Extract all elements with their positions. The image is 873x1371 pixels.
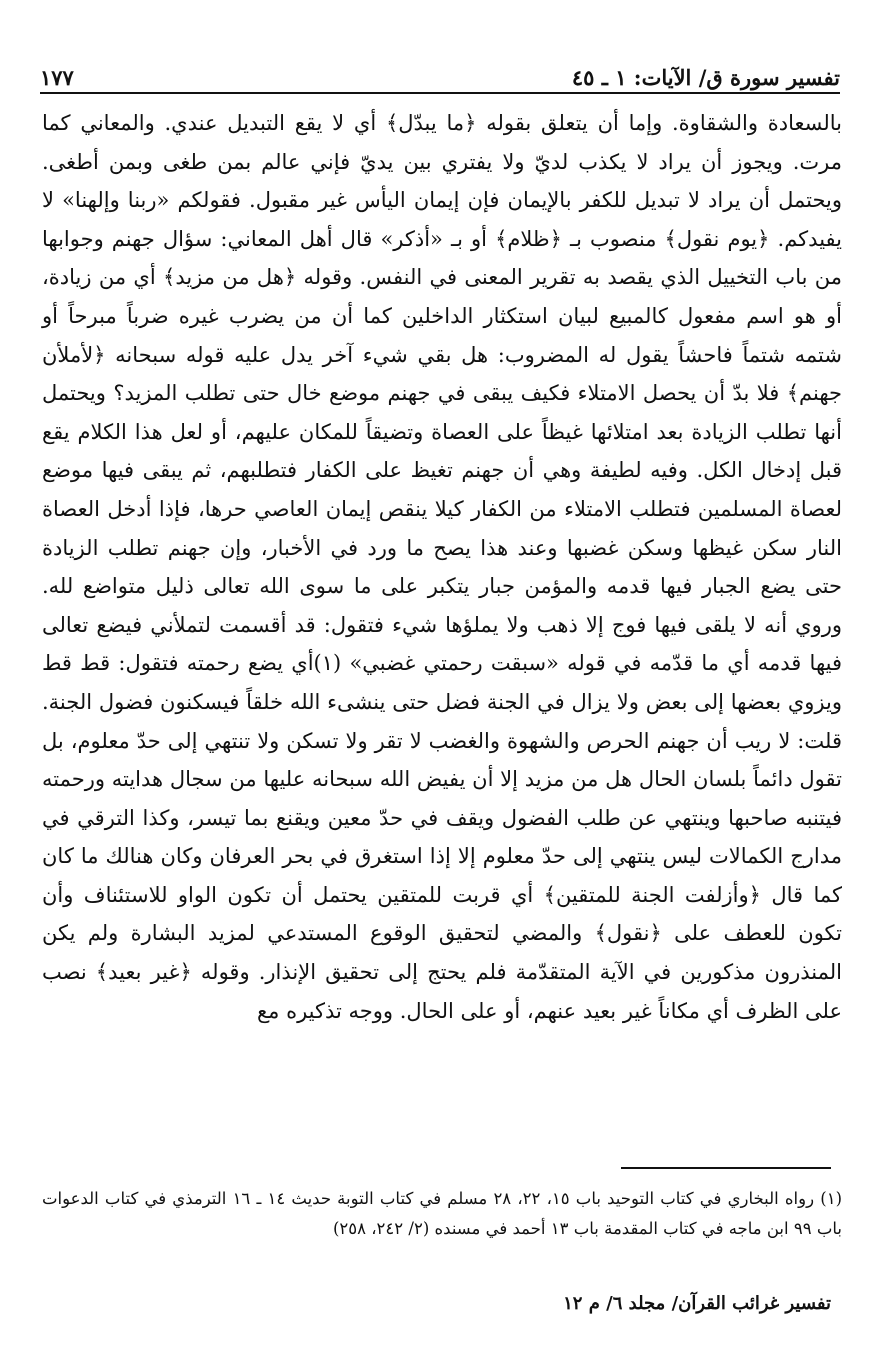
running-title: تفسير سورة ق/ الآيات: ١ ـ ٤٥ (571, 65, 840, 90)
printer-signature: تفسير غرائب القرآن/ مجلد ٦/ م ١٢ (563, 1293, 831, 1314)
page-header (40, 52, 840, 90)
page-number: ١٧٧ (40, 65, 74, 90)
footnote-1: (١) رواه البخاري في كتاب التوحيد باب ١٥، ٢٢، ٢٨ مسلم في كتاب التوبة حديث ١٤ ـ ١٦ الترمذي في كتاب الدعوات باب ٩٩ ابن ماجه في كتاب المقدمة باب ١٣ أحمد في مسنده (٢/ ٢٤٢، ٢٥٨) (42, 1189, 842, 1238)
footnotes (42, 1184, 842, 1244)
header-divider (40, 92, 840, 94)
body-paragraph: بالسعادة والشقاوة. وإما أن يتعلق بقوله ﴿ما يبدّل﴾ أي لا يقع التبديل عندي. والمعاني كما مرت. ويجوز أن يراد لا يكذب لديّ ولا يفتري بين يديّ فإني عالم بمن طغى وبمن أطغى. ويحتمل أن يراد لا تبديل للكفر بالإيمان فإن إيمان اليأس غير مقبول. فقولكم «ربنا وإلهنا» لا يفيدكم. ﴿يوم نقول﴾ منصوب بـ ﴿ظلام﴾ أو بـ «أذكر» قال أهل المعاني: سؤال جهنم وجوابها من باب التخييل الذي يقصد به تقرير المعنى في النفس. وقوله ﴿هل من مزيد﴾ أي من زيادة، أو هو اسم مفعول كالمبيع لبيان استكثار الداخلين كما أن من يضرب غيره ضرباً مبرحاً أو شتمه شتماً فاحشاً يقول له المضروب: هل بقي شيء آخر يدل عليه قوله سبحانه ﴿لأملأن جهنم﴾ فلا بدّ أن يحصل الامتلاء فكيف يبقى في جهنم موضع خال حتى تطلب المزيد؟ ويحتمل أنها تطلب الزيادة بعد امتلائها غيظاً على العصاة وتضيقاً للمكان عليهم، أو لعل هذا الكلام يقع قبل إدخال الكل. وفيه لطيفة وهي أن جهنم تغيظ على الكفار فتطلبهم، ثم يبقى فيها موضع لعصاة المسلمين فتطلب الامتلاء من الكفار كيلا ينقص إيمان العاصي حرها، فإذا أدخل العصاة النار سكن غيظها وسكن غضبها وعند هذا يصح ما ورد في الأخبار، وإن جهنم تطلب الزيادة حتى يضع الجبار فيها قدمه والمؤمن جبار يتكبر على ما سوى الله تعالى ذليل متواضع لله. وروي أنه لا يلقى فيها فوج إلا ذهب ولا يملؤها شيء فتقول: قد أقسمت لتملأني فيضع تعالى فيها قدمه أي ما قدّمه في قوله «سبقت رحمتي غضبي» (١)أي يضع رحمته فتقول: قط قط ويزوي بعضها إلى بعض ولا يزال في الجنة فضل حتى ينشىء الله خلقاً فيسكنون فضول الجنة. قلت: لا ريب أن جهنم الحرص والشهوة والغضب لا تقر ولا تسكن ولا تنتهي إلى حدّ معلوم، بل تقول دائماً بلسان الحال هل من مزيد إلا أن يفيض الله سبحانه عليها من سجال هدايته ورحمته فيتنبه صاحبها وينتهي عن طلب الفضول ويقف في حدّ معين ويقنع بما تيسر، وكذا الترقي في مدارج الكمالات ليس ينتهي إلى حدّ معلوم إلا إذا استغرق في بحر العرفان وكان هنالك ما كان كما قال ﴿وأزلفت الجنة للمتقين﴾ أي قربت للمتقين يحتمل أن تكون الواو للاستئناف وأن تكون للعطف على ﴿نقول﴾ والمضي لتحقيق الوقوع المستدعي لمزيد البشارة ولم يكن المنذرون مذكورين في الآية المتقدّمة فلم يحتج إلى تحقيق الإنذار. وقوله ﴿غير بعيد﴾ نصب على الظرف أي مكاناً غير بعيد عنهم، أو على الحال. ووجه تذكيره مع (42, 111, 842, 1023)
footnote-divider (621, 1167, 831, 1169)
main-text (42, 104, 842, 1030)
